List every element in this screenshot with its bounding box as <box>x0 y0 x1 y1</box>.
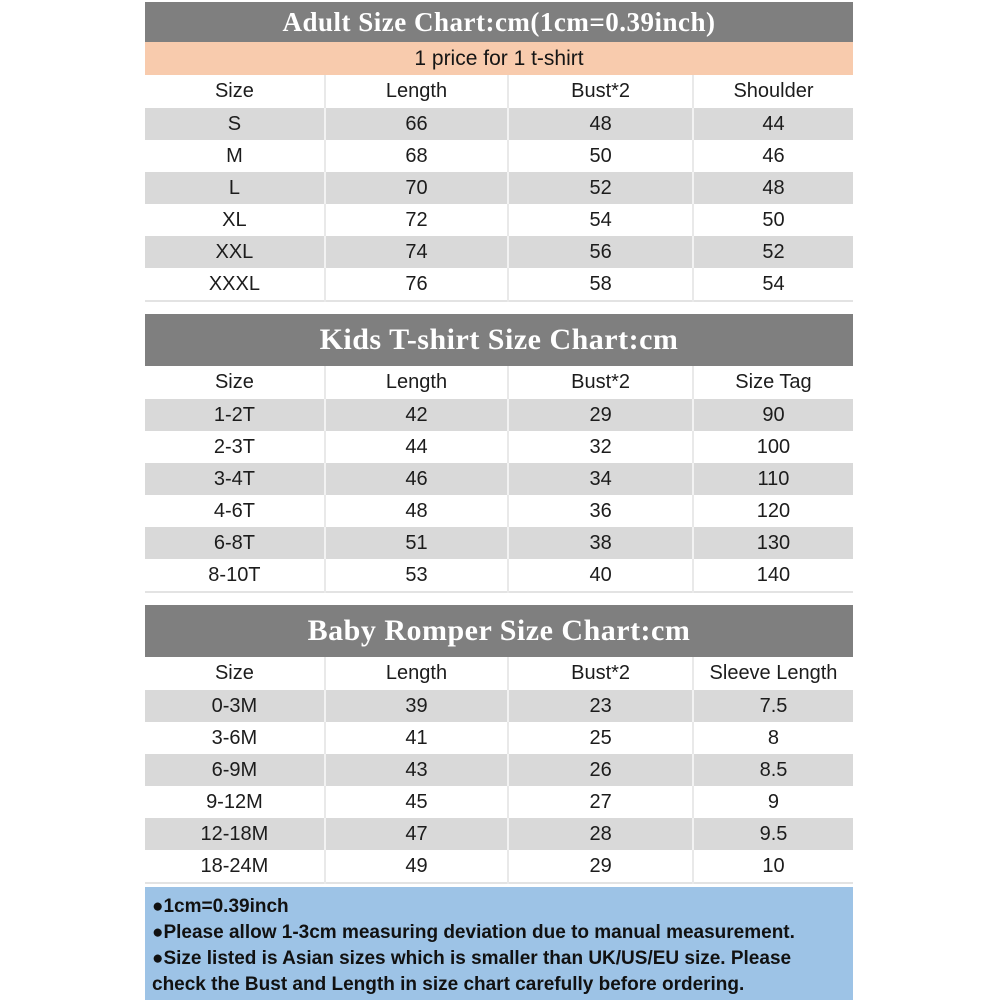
table-row <box>145 786 853 818</box>
table-cell: 25 <box>508 722 693 754</box>
table-cell: 23 <box>508 690 693 722</box>
header-cell: Size Tag <box>693 366 853 399</box>
table-cell: 40 <box>508 559 693 592</box>
table-cell: 53 <box>325 559 508 592</box>
table-cell: 34 <box>508 463 693 495</box>
table-cell: 9.5 <box>693 818 853 850</box>
table-cell: 7.5 <box>693 690 853 722</box>
kids-section-title: Kids T-shirt Size Chart:cm <box>145 314 853 366</box>
table-cell: 12-18M <box>145 818 325 850</box>
table-cell: 8-10T <box>145 559 325 592</box>
table-cell: 56 <box>508 236 693 268</box>
table-row <box>145 204 853 236</box>
table-cell: 49 <box>325 850 508 883</box>
baby-size-section <box>145 605 853 884</box>
table-row <box>145 754 853 786</box>
kids-size-table <box>145 366 853 593</box>
table-cell: L <box>145 172 325 204</box>
table-cell: 50 <box>508 140 693 172</box>
table-cell: XL <box>145 204 325 236</box>
table-cell: 100 <box>693 431 853 463</box>
table-cell: 68 <box>325 140 508 172</box>
table-cell: 72 <box>325 204 508 236</box>
baby-size-table <box>145 657 853 884</box>
table-cell: 0-3M <box>145 690 325 722</box>
table-cell: 39 <box>325 690 508 722</box>
table-cell: S <box>145 108 325 140</box>
notes-panel <box>145 887 853 1000</box>
table-cell: 47 <box>325 818 508 850</box>
table-cell: 42 <box>325 399 508 431</box>
table-cell: 27 <box>508 786 693 818</box>
table-cell: 50 <box>693 204 853 236</box>
table-row <box>145 236 853 268</box>
table-cell: 9-12M <box>145 786 325 818</box>
table-row <box>145 690 853 722</box>
table-cell: 52 <box>508 172 693 204</box>
header-cell: Length <box>325 657 508 690</box>
table-cell: 46 <box>325 463 508 495</box>
table-cell: 6-9M <box>145 754 325 786</box>
table-cell: 2-3T <box>145 431 325 463</box>
table-cell: 110 <box>693 463 853 495</box>
header-cell: Sleeve Length <box>693 657 853 690</box>
header-cell: Bust*2 <box>508 75 693 108</box>
table-cell: 54 <box>508 204 693 236</box>
table-cell: 58 <box>508 268 693 301</box>
table-row <box>145 559 853 592</box>
table-cell: 6-8T <box>145 527 325 559</box>
table-row <box>145 140 853 172</box>
header-cell: Length <box>325 75 508 108</box>
table-cell: 41 <box>325 722 508 754</box>
size-chart-sheet <box>145 2 853 1000</box>
table-row <box>145 527 853 559</box>
table-cell: 43 <box>325 754 508 786</box>
table-cell: 4-6T <box>145 495 325 527</box>
table-cell: 44 <box>693 108 853 140</box>
table-cell: 38 <box>508 527 693 559</box>
header-cell: Length <box>325 366 508 399</box>
table-row <box>145 850 853 883</box>
table-cell: 66 <box>325 108 508 140</box>
table-cell: 52 <box>693 236 853 268</box>
table-cell: 76 <box>325 268 508 301</box>
baby-section-title: Baby Romper Size Chart:cm <box>145 605 853 657</box>
table-cell: M <box>145 140 325 172</box>
table-row <box>145 495 853 527</box>
table-cell: 29 <box>508 399 693 431</box>
table-cell: 54 <box>693 268 853 301</box>
table-row <box>145 108 853 140</box>
table-cell: 8.5 <box>693 754 853 786</box>
header-row <box>145 657 853 690</box>
table-cell: 44 <box>325 431 508 463</box>
kids-size-section <box>145 314 853 593</box>
header-cell: Size <box>145 657 325 690</box>
table-cell: 140 <box>693 559 853 592</box>
table-cell: 32 <box>508 431 693 463</box>
price-banner: 1 price for 1 t-shirt <box>145 42 853 75</box>
table-row <box>145 722 853 754</box>
table-cell: 130 <box>693 527 853 559</box>
table-cell: 26 <box>508 754 693 786</box>
table-cell: 3-4T <box>145 463 325 495</box>
adult-size-section <box>145 2 853 302</box>
table-row <box>145 268 853 301</box>
header-cell: Size <box>145 366 325 399</box>
note-line: ●Please allow 1-3cm measuring deviation due to manual measurement. <box>152 922 795 943</box>
table-cell: 51 <box>325 527 508 559</box>
note-line: ●Size listed is Asian sizes which is smaller than UK/US/EU size. Please check the Bust and Length in size chart carefully before ordering. <box>152 948 792 995</box>
adult-section-title: Adult Size Chart:cm(1cm=0.39inch) <box>145 2 853 42</box>
table-row <box>145 431 853 463</box>
table-cell: 28 <box>508 818 693 850</box>
table-cell: 70 <box>325 172 508 204</box>
adult-size-table <box>145 75 853 302</box>
table-cell: 90 <box>693 399 853 431</box>
note-line: ●1cm=0.39inch <box>152 896 289 917</box>
table-row <box>145 818 853 850</box>
table-cell: 1-2T <box>145 399 325 431</box>
table-cell: 3-6M <box>145 722 325 754</box>
header-row <box>145 75 853 108</box>
table-row <box>145 399 853 431</box>
table-cell: XXL <box>145 236 325 268</box>
table-cell: 48 <box>325 495 508 527</box>
table-cell: 45 <box>325 786 508 818</box>
table-cell: XXXL <box>145 268 325 301</box>
table-cell: 48 <box>508 108 693 140</box>
table-cell: 36 <box>508 495 693 527</box>
table-cell: 8 <box>693 722 853 754</box>
table-cell: 9 <box>693 786 853 818</box>
table-cell: 46 <box>693 140 853 172</box>
header-row <box>145 366 853 399</box>
table-cell: 48 <box>693 172 853 204</box>
table-cell: 10 <box>693 850 853 883</box>
table-cell: 120 <box>693 495 853 527</box>
table-row <box>145 172 853 204</box>
header-cell: Shoulder <box>693 75 853 108</box>
table-cell: 29 <box>508 850 693 883</box>
header-cell: Bust*2 <box>508 657 693 690</box>
table-cell: 74 <box>325 236 508 268</box>
header-cell: Bust*2 <box>508 366 693 399</box>
header-cell: Size <box>145 75 325 108</box>
table-cell: 18-24M <box>145 850 325 883</box>
table-row <box>145 463 853 495</box>
